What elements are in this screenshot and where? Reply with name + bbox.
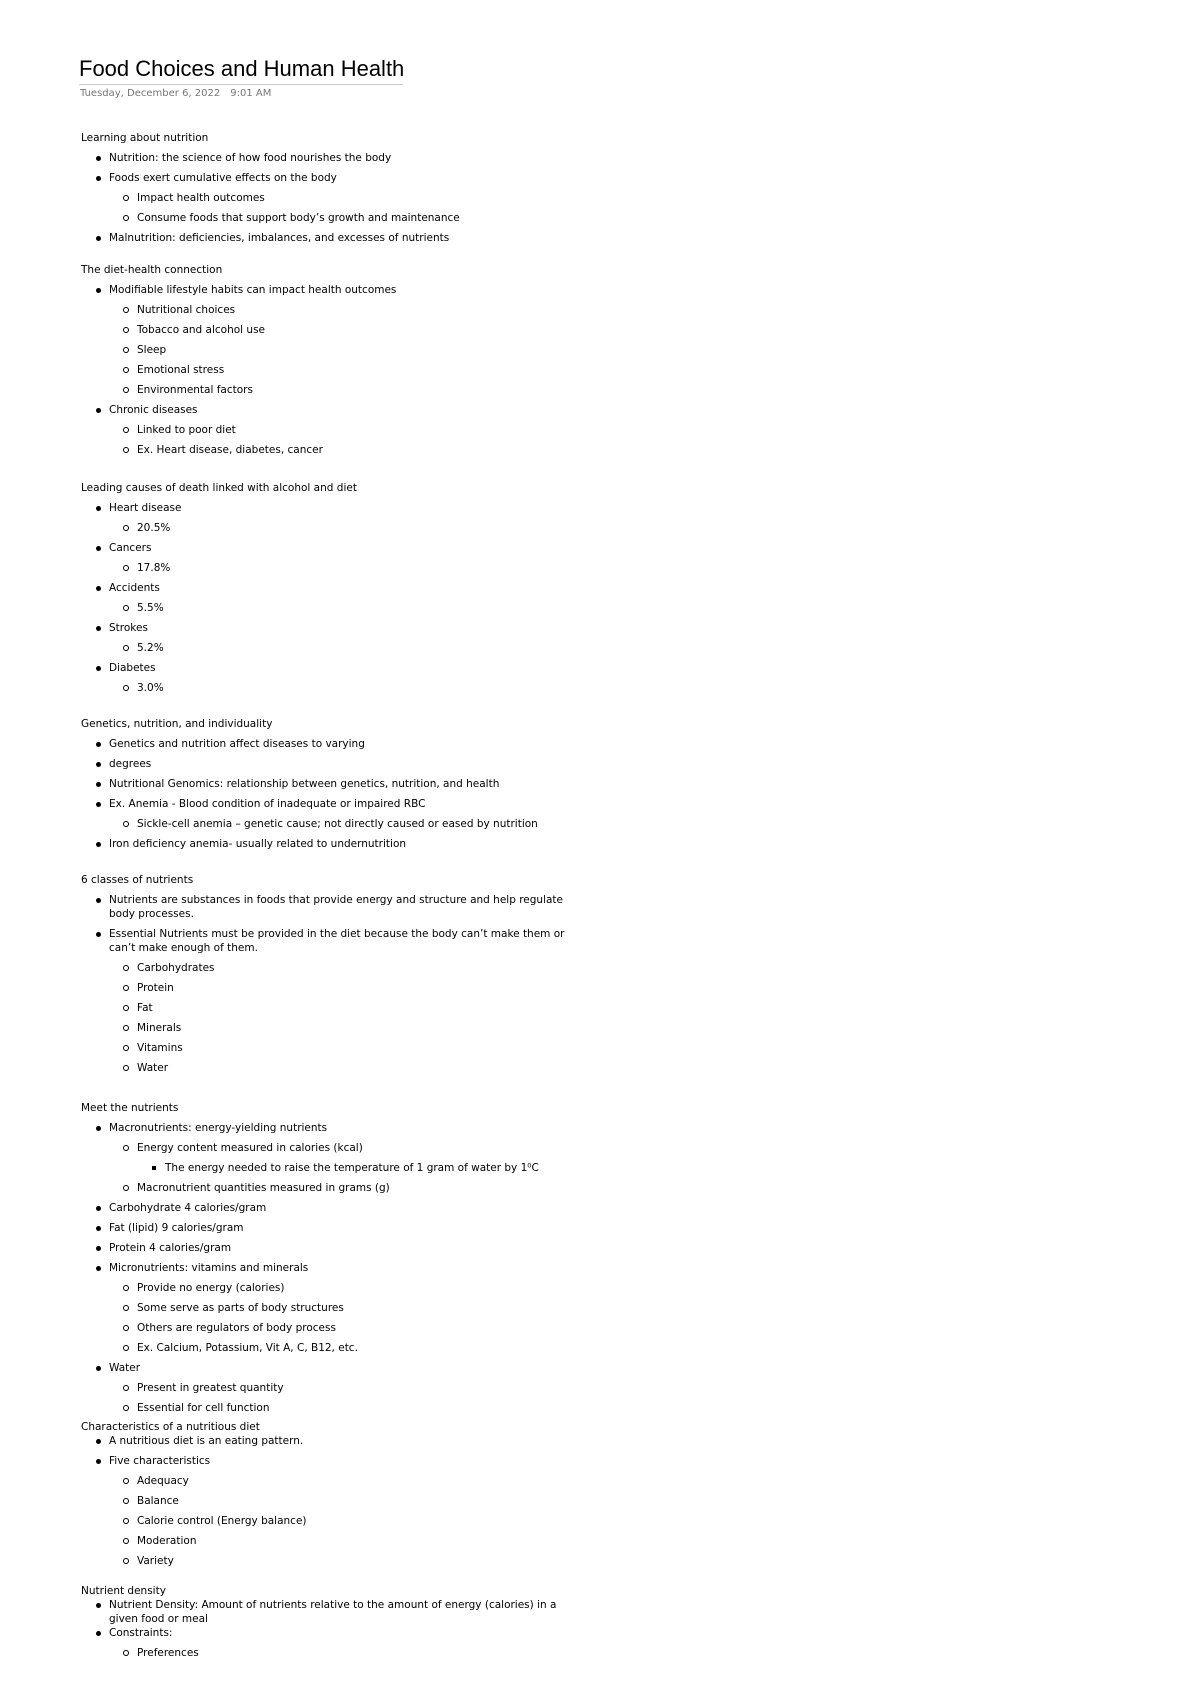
list-item bbox=[81, 777, 601, 791]
list-item bbox=[81, 151, 601, 165]
bullet-icon bbox=[96, 1439, 101, 1444]
bullet-icon bbox=[96, 932, 101, 937]
hollow-bullet-icon bbox=[123, 447, 129, 453]
hollow-bullet-icon bbox=[123, 1558, 129, 1564]
list-item-text: Impact health outcomes bbox=[137, 192, 265, 204]
list-item bbox=[81, 383, 601, 397]
list-item bbox=[81, 343, 601, 357]
list-item-text: Malnutrition: deficiencies, imbalances, and excesses of nutrients bbox=[109, 232, 450, 244]
list-item-text: 5.2% bbox=[137, 642, 164, 654]
list-item-text: Carbohydrate 4 calories/gram bbox=[109, 1202, 267, 1214]
list-item bbox=[81, 1554, 601, 1568]
list-item bbox=[81, 1161, 601, 1175]
hollow-bullet-icon bbox=[123, 1065, 129, 1071]
hollow-bullet-icon bbox=[123, 347, 129, 353]
list-item-text: Foods exert cumulative effects on the body bbox=[109, 172, 337, 184]
hollow-bullet-icon bbox=[123, 965, 129, 971]
list-item bbox=[81, 1241, 601, 1255]
hollow-bullet-icon bbox=[123, 1005, 129, 1011]
list-item bbox=[81, 1221, 601, 1235]
list-item-text: 17.8% bbox=[137, 562, 171, 574]
list-item-text: Diabetes bbox=[109, 662, 156, 674]
list-item-text: Ex. Calcium, Potassium, Vit A, C, B12, etc. bbox=[137, 1342, 358, 1354]
list-item-text: Micronutrients: vitamins and minerals bbox=[109, 1262, 309, 1274]
list-item-text: A nutritious diet is an eating pattern. bbox=[109, 1435, 304, 1447]
hollow-bullet-icon bbox=[123, 525, 129, 531]
list-item bbox=[81, 1361, 601, 1375]
list-item bbox=[81, 1181, 601, 1195]
bullet-list bbox=[81, 283, 601, 457]
bullet-icon bbox=[96, 506, 101, 511]
hollow-bullet-icon bbox=[123, 427, 129, 433]
list-item-text: Nutrient Density: Amount of nutrients relative to the amount of energy (calories) in a given food or meal bbox=[109, 1599, 557, 1625]
list-item bbox=[81, 1121, 601, 1135]
hollow-bullet-icon bbox=[123, 565, 129, 571]
list-item-text: Protein bbox=[137, 982, 174, 994]
hollow-bullet-icon bbox=[123, 1345, 129, 1351]
hollow-bullet-icon bbox=[123, 1478, 129, 1484]
section-meet-the-nutrients bbox=[81, 1101, 601, 1415]
hollow-bullet-icon bbox=[123, 327, 129, 333]
page-date: Tuesday, December 6, 2022 bbox=[80, 88, 221, 99]
list-item bbox=[81, 797, 601, 811]
list-item bbox=[81, 1514, 601, 1528]
list-item-text: Energy content measured in calories (kcal) bbox=[137, 1142, 363, 1154]
list-item-text: Variety bbox=[137, 1555, 174, 1567]
hollow-bullet-icon bbox=[123, 1185, 129, 1191]
list-item-text: Accidents bbox=[109, 582, 160, 594]
list-item-text: Ex. Anemia - Blood condition of inadequate or impaired RBC bbox=[109, 798, 426, 810]
list-item bbox=[81, 927, 601, 955]
hollow-bullet-icon bbox=[123, 1650, 129, 1656]
bullet-list bbox=[81, 1598, 601, 1660]
page-title: Food Choices and Human Health bbox=[79, 55, 403, 85]
page-timestamp bbox=[80, 88, 271, 99]
list-item-text: Five characteristics bbox=[109, 1455, 211, 1467]
hollow-bullet-icon bbox=[123, 645, 129, 651]
bullet-icon bbox=[96, 742, 101, 747]
bullet-list bbox=[81, 151, 601, 245]
bullet-list bbox=[81, 1434, 601, 1568]
section-heading: Nutrient density bbox=[81, 1585, 166, 1597]
list-item bbox=[81, 541, 601, 555]
list-item-text: Cancers bbox=[109, 542, 152, 554]
list-item bbox=[81, 561, 601, 575]
list-item bbox=[81, 1454, 601, 1468]
list-item bbox=[81, 1001, 601, 1015]
list-item-text: Constraints: bbox=[109, 1627, 173, 1639]
list-item bbox=[81, 1201, 601, 1215]
hollow-bullet-icon bbox=[123, 1145, 129, 1151]
section-learning-about-nutrition bbox=[81, 131, 601, 245]
list-item-text: Water bbox=[137, 1062, 169, 1074]
list-item bbox=[81, 681, 601, 695]
list-item-text: Nutrients are substances in foods that provide energy and structure and help regulate body processes. bbox=[109, 894, 564, 920]
list-item-text: Environmental factors bbox=[137, 384, 253, 396]
list-item-text: Carbohydrates bbox=[137, 962, 215, 974]
hollow-bullet-icon bbox=[123, 821, 129, 827]
list-item-text: Chronic diseases bbox=[109, 404, 198, 416]
list-item bbox=[81, 1401, 601, 1415]
hollow-bullet-icon bbox=[123, 605, 129, 611]
section-diet-health-connection bbox=[81, 263, 601, 457]
list-item-text: Others are regulators of body process bbox=[137, 1322, 336, 1334]
hollow-bullet-icon bbox=[123, 685, 129, 691]
list-item-text: Minerals bbox=[137, 1022, 182, 1034]
list-item bbox=[81, 1021, 601, 1035]
bullet-icon bbox=[96, 762, 101, 767]
list-item-text: Macronutrients: energy-yielding nutrients bbox=[109, 1122, 328, 1134]
bullet-list bbox=[81, 501, 601, 695]
section-genetics-nutrition-individuality bbox=[81, 717, 601, 851]
section-heading: Learning about nutrition bbox=[81, 132, 209, 144]
list-item bbox=[81, 1341, 601, 1355]
hollow-bullet-icon bbox=[123, 1305, 129, 1311]
list-item-text: Provide no energy (calories) bbox=[137, 1282, 285, 1294]
list-item-text: Strokes bbox=[109, 622, 148, 634]
list-item-text: Ex. Heart disease, diabetes, cancer bbox=[137, 444, 323, 456]
list-item bbox=[81, 443, 601, 457]
list-item bbox=[81, 1301, 601, 1315]
hollow-bullet-icon bbox=[123, 985, 129, 991]
bullet-icon bbox=[96, 666, 101, 671]
hollow-bullet-icon bbox=[123, 1518, 129, 1524]
section-heading: 6 classes of nutrients bbox=[81, 874, 194, 886]
list-item bbox=[81, 961, 601, 975]
section-heading: The diet-health connection bbox=[81, 264, 223, 276]
list-item-text: Modifiable lifestyle habits can impact health outcomes bbox=[109, 284, 397, 296]
hollow-bullet-icon bbox=[123, 1538, 129, 1544]
hollow-bullet-icon bbox=[123, 1285, 129, 1291]
list-item bbox=[81, 1381, 601, 1395]
list-item bbox=[81, 621, 601, 635]
hollow-bullet-icon bbox=[123, 215, 129, 221]
bullet-icon bbox=[96, 782, 101, 787]
list-item-text: 3.0% bbox=[137, 682, 164, 694]
list-item bbox=[81, 1041, 601, 1055]
bullet-icon bbox=[96, 236, 101, 241]
section-heading: Leading causes of death linked with alcohol and diet bbox=[81, 482, 357, 494]
bullet-icon bbox=[96, 1126, 101, 1131]
list-item bbox=[81, 521, 601, 535]
list-item bbox=[81, 423, 601, 437]
section-leading-causes-of-death bbox=[81, 481, 601, 695]
hollow-bullet-icon bbox=[123, 1025, 129, 1031]
section-heading: Characteristics of a nutritious diet bbox=[81, 1421, 260, 1433]
list-item-text: Sickle-cell anemia – genetic cause; not directly caused or eased by nutrition bbox=[137, 818, 538, 830]
bullet-icon bbox=[96, 1246, 101, 1251]
bullet-icon bbox=[96, 408, 101, 413]
list-item-text: Heart disease bbox=[109, 502, 182, 514]
list-item-text: Adequacy bbox=[137, 1475, 189, 1487]
list-item bbox=[81, 981, 601, 995]
list-item bbox=[81, 363, 601, 377]
list-item bbox=[81, 191, 601, 205]
list-item bbox=[81, 1598, 601, 1626]
list-item-text: Linked to poor diet bbox=[137, 424, 236, 436]
section-nutritious-diet-characteristics bbox=[81, 1420, 601, 1568]
bullet-list bbox=[81, 893, 601, 1075]
list-item bbox=[81, 211, 601, 225]
list-item bbox=[81, 661, 601, 675]
list-item-text: Nutritional choices bbox=[137, 304, 236, 316]
list-item-text: Nutrition: the science of how food nourishes the body bbox=[109, 152, 392, 164]
list-item bbox=[81, 1281, 601, 1295]
hollow-bullet-icon bbox=[123, 367, 129, 373]
list-item-text: 5.5% bbox=[137, 602, 164, 614]
list-item-text: Tobacco and alcohol use bbox=[137, 324, 266, 336]
list-item-text: 20.5% bbox=[137, 522, 171, 534]
list-item-text: Some serve as parts of body structures bbox=[137, 1302, 344, 1314]
list-item-text: Macronutrient quantities measured in grams (g) bbox=[137, 1182, 390, 1194]
page-time: 9:01 AM bbox=[230, 88, 272, 99]
list-item bbox=[81, 1474, 601, 1488]
bullet-icon bbox=[96, 176, 101, 181]
bullet-list bbox=[81, 737, 601, 851]
bullet-icon bbox=[96, 626, 101, 631]
section-heading: Meet the nutrients bbox=[81, 1102, 179, 1114]
list-item-text: Emotional stress bbox=[137, 364, 225, 376]
list-item bbox=[81, 1321, 601, 1335]
list-item-text: Fat (lipid) 9 calories/gram bbox=[109, 1222, 244, 1234]
bullet-icon bbox=[96, 156, 101, 161]
hollow-bullet-icon bbox=[123, 1385, 129, 1391]
list-item-text: Water bbox=[109, 1362, 141, 1374]
list-item-text: The energy needed to raise the temperature of 1 gram of water by 1⁰C bbox=[165, 1162, 539, 1174]
bullet-icon bbox=[96, 1266, 101, 1271]
bullet-icon bbox=[96, 586, 101, 591]
list-item-text: Protein 4 calories/gram bbox=[109, 1242, 232, 1254]
section-six-classes-of-nutrients bbox=[81, 873, 601, 1075]
list-item-text: Vitamins bbox=[137, 1042, 183, 1054]
list-item bbox=[81, 303, 601, 317]
bullet-icon bbox=[96, 1226, 101, 1231]
list-item-text: Balance bbox=[137, 1495, 179, 1507]
bullet-icon bbox=[96, 1603, 101, 1608]
list-item bbox=[81, 283, 601, 297]
hollow-bullet-icon bbox=[123, 307, 129, 313]
list-item-text: Preferences bbox=[137, 1647, 199, 1659]
list-item-text: degrees bbox=[109, 758, 152, 770]
list-item bbox=[81, 1061, 601, 1075]
list-item bbox=[81, 1534, 601, 1548]
bullet-icon bbox=[96, 802, 101, 807]
list-item bbox=[81, 581, 601, 595]
list-item bbox=[81, 1494, 601, 1508]
list-item-text: Consume foods that support body’s growth and maintenance bbox=[137, 212, 460, 224]
hollow-bullet-icon bbox=[123, 1325, 129, 1331]
list-item bbox=[81, 1141, 601, 1155]
list-item bbox=[81, 1434, 601, 1448]
list-item bbox=[81, 737, 601, 751]
hollow-bullet-icon bbox=[123, 1045, 129, 1051]
bullet-icon bbox=[96, 1366, 101, 1371]
bullet-icon bbox=[96, 546, 101, 551]
list-item bbox=[81, 817, 601, 831]
list-item bbox=[81, 501, 601, 515]
list-item-text: Genetics and nutrition affect diseases to varying bbox=[109, 738, 365, 750]
bullet-icon bbox=[96, 898, 101, 903]
bullet-icon bbox=[96, 288, 101, 293]
hollow-bullet-icon bbox=[123, 387, 129, 393]
list-item bbox=[81, 323, 601, 337]
list-item-text: Nutritional Genomics: relationship between genetics, nutrition, and health bbox=[109, 778, 500, 790]
list-item bbox=[81, 641, 601, 655]
list-item bbox=[81, 1626, 601, 1640]
list-item bbox=[81, 231, 601, 245]
hollow-bullet-icon bbox=[123, 1405, 129, 1411]
hollow-bullet-icon bbox=[123, 195, 129, 201]
hollow-bullet-icon bbox=[123, 1498, 129, 1504]
section-heading: Genetics, nutrition, and individuality bbox=[81, 718, 273, 730]
list-item-text: Sleep bbox=[137, 344, 167, 356]
bullet-icon bbox=[96, 1459, 101, 1464]
bullet-icon bbox=[96, 1206, 101, 1211]
list-item bbox=[81, 893, 601, 921]
list-item-text: Essential for cell function bbox=[137, 1402, 270, 1414]
bullet-icon bbox=[96, 842, 101, 847]
list-item bbox=[81, 601, 601, 615]
list-item-text: Fat bbox=[137, 1002, 153, 1014]
bullet-icon bbox=[96, 1631, 101, 1636]
list-item bbox=[81, 171, 601, 185]
list-item bbox=[81, 757, 601, 771]
list-item bbox=[81, 1261, 601, 1275]
list-item-text: Calorie control (Energy balance) bbox=[137, 1515, 307, 1527]
list-item bbox=[81, 837, 601, 851]
section-nutrient-density bbox=[81, 1584, 601, 1660]
square-bullet-icon bbox=[152, 1166, 156, 1170]
list-item-text: Essential Nutrients must be provided in the diet because the body can’t make them or can’t make enough of them. bbox=[109, 928, 565, 954]
list-item bbox=[81, 403, 601, 417]
list-item-text: Iron deficiency anemia- usually related to undernutrition bbox=[109, 838, 407, 850]
list-item-text: Present in greatest quantity bbox=[137, 1382, 284, 1394]
list-item-text: Moderation bbox=[137, 1535, 197, 1547]
bullet-list bbox=[81, 1121, 601, 1415]
list-item bbox=[81, 1646, 601, 1660]
